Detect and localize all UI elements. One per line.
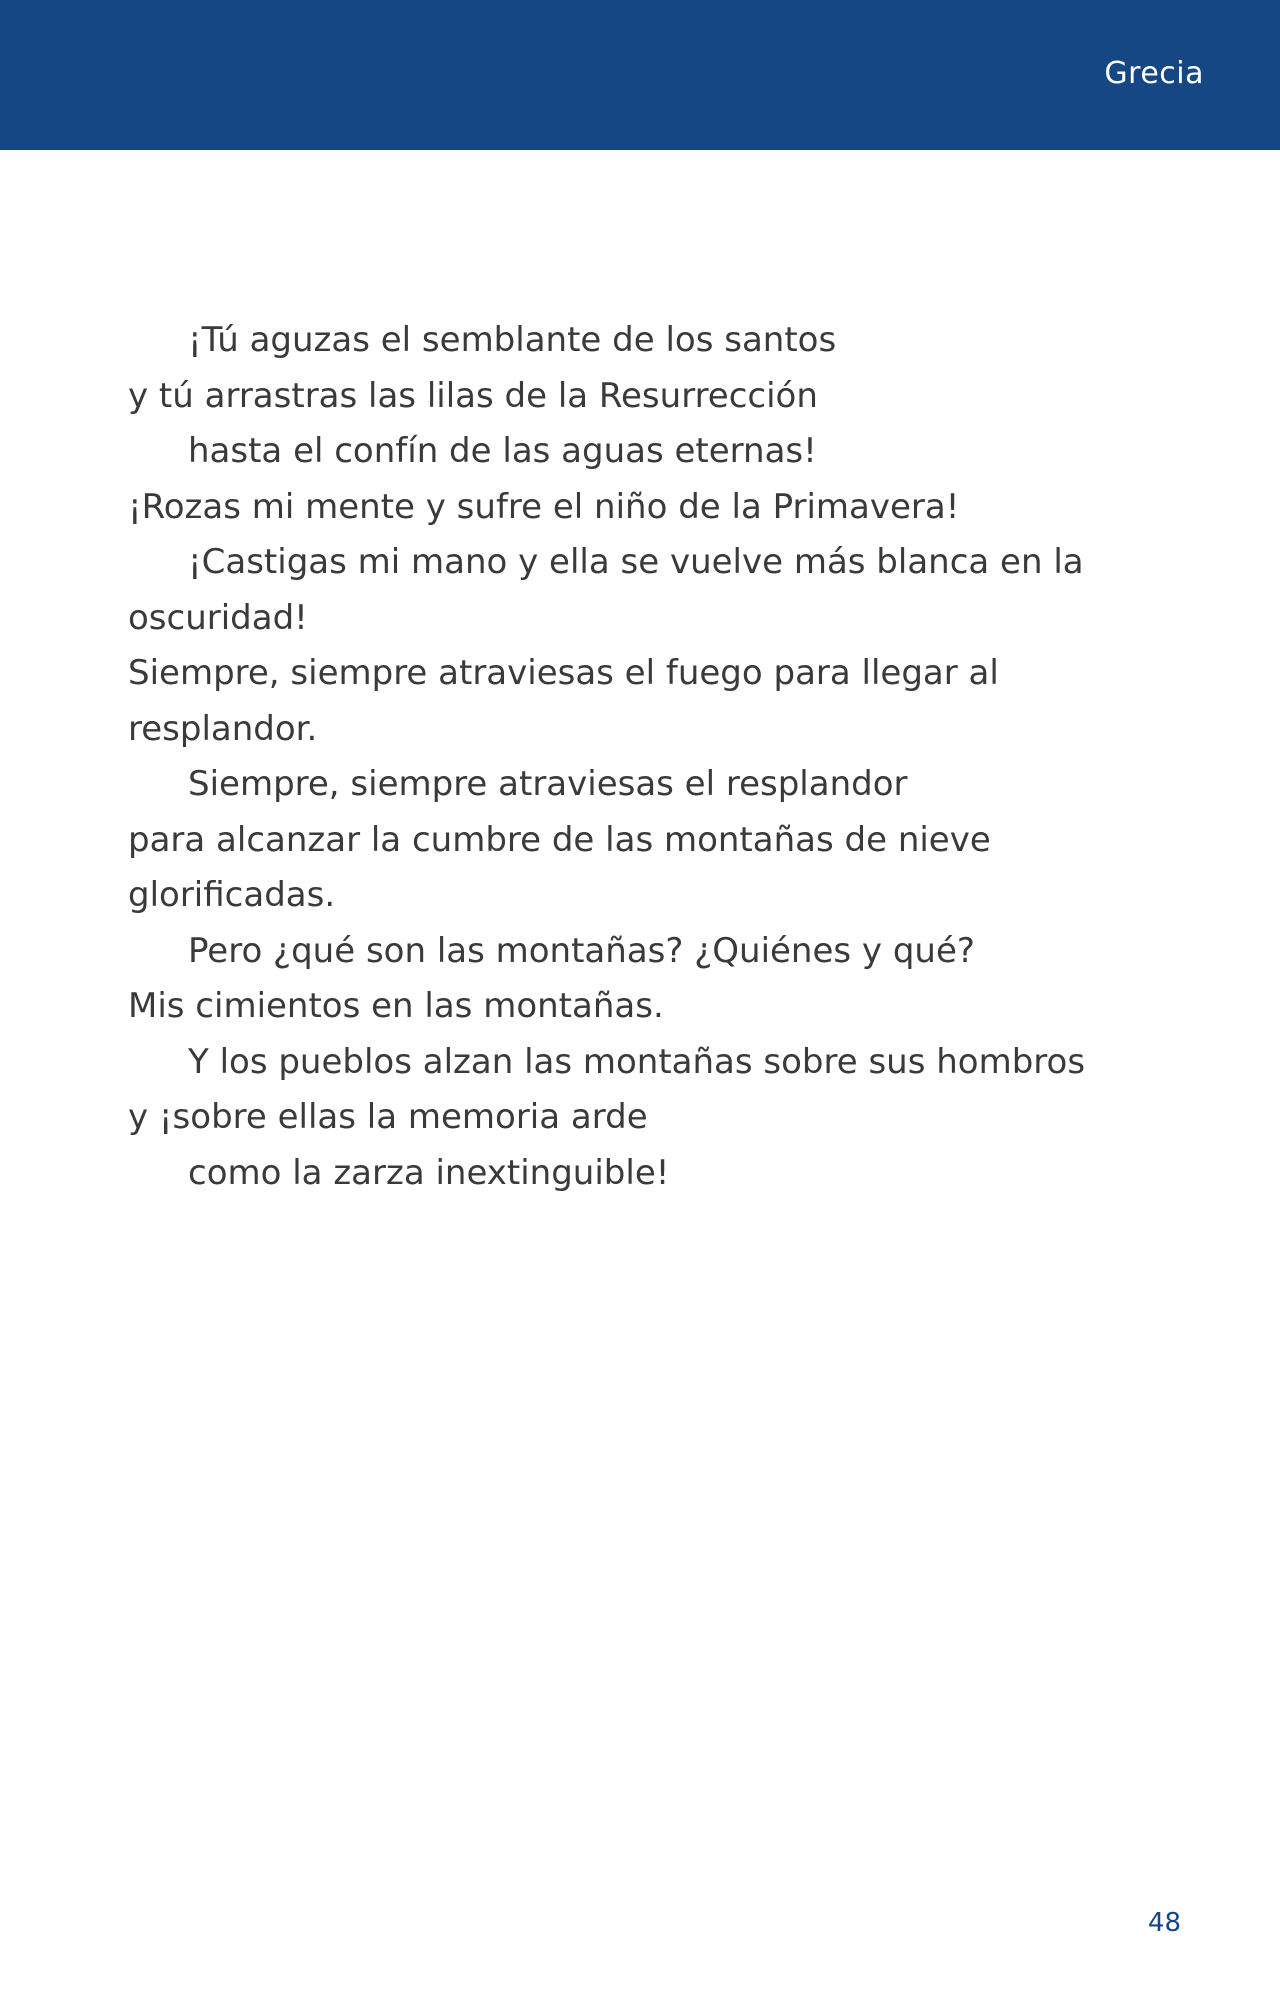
poem-line: como la zarza inextinguible!	[188, 1152, 670, 1193]
poem-line: ¡Tú aguzas el semblante de los santos	[188, 320, 837, 360]
poem-line: Mis cimientos en las montañas.	[128, 986, 664, 1026]
poem-body	[128, 313, 1158, 1201]
poem-line: resplandor.	[128, 708, 318, 749]
poem-line: ¡Rozas mi mente y sufre el niño de la Primavera!	[128, 486, 960, 527]
poem-line: ¡Castigas mi mano y ella se vuelve más blanca en la	[188, 542, 1084, 582]
poem-line: y tú arrastras las lilas de la Resurrección	[128, 375, 818, 416]
poem-line: glorificadas.	[128, 875, 336, 915]
poem-line: Y los pueblos alzan las montañas sobre sus hombros	[188, 1041, 1086, 1082]
poem-line: Siempre, siempre atraviesas el resplandor	[188, 764, 908, 804]
section-title: Grecia	[1104, 56, 1204, 91]
poem-line: Pero ¿qué son las montañas? ¿Quiénes y qué?	[188, 930, 975, 971]
poem-line: oscuridad!	[128, 597, 308, 638]
poem-line: para alcanzar la cumbre de las montañas de nieve	[128, 819, 991, 860]
poem-line: Siempre, siempre atraviesas el fuego para llegar al	[128, 653, 999, 693]
page-number: 48	[1147, 1908, 1181, 1938]
header-band	[0, 0, 1280, 150]
poem-line: hasta el confín de las aguas eternas!	[188, 431, 817, 471]
poem-line: y ¡sobre ellas la memoria arde	[128, 1097, 648, 1137]
